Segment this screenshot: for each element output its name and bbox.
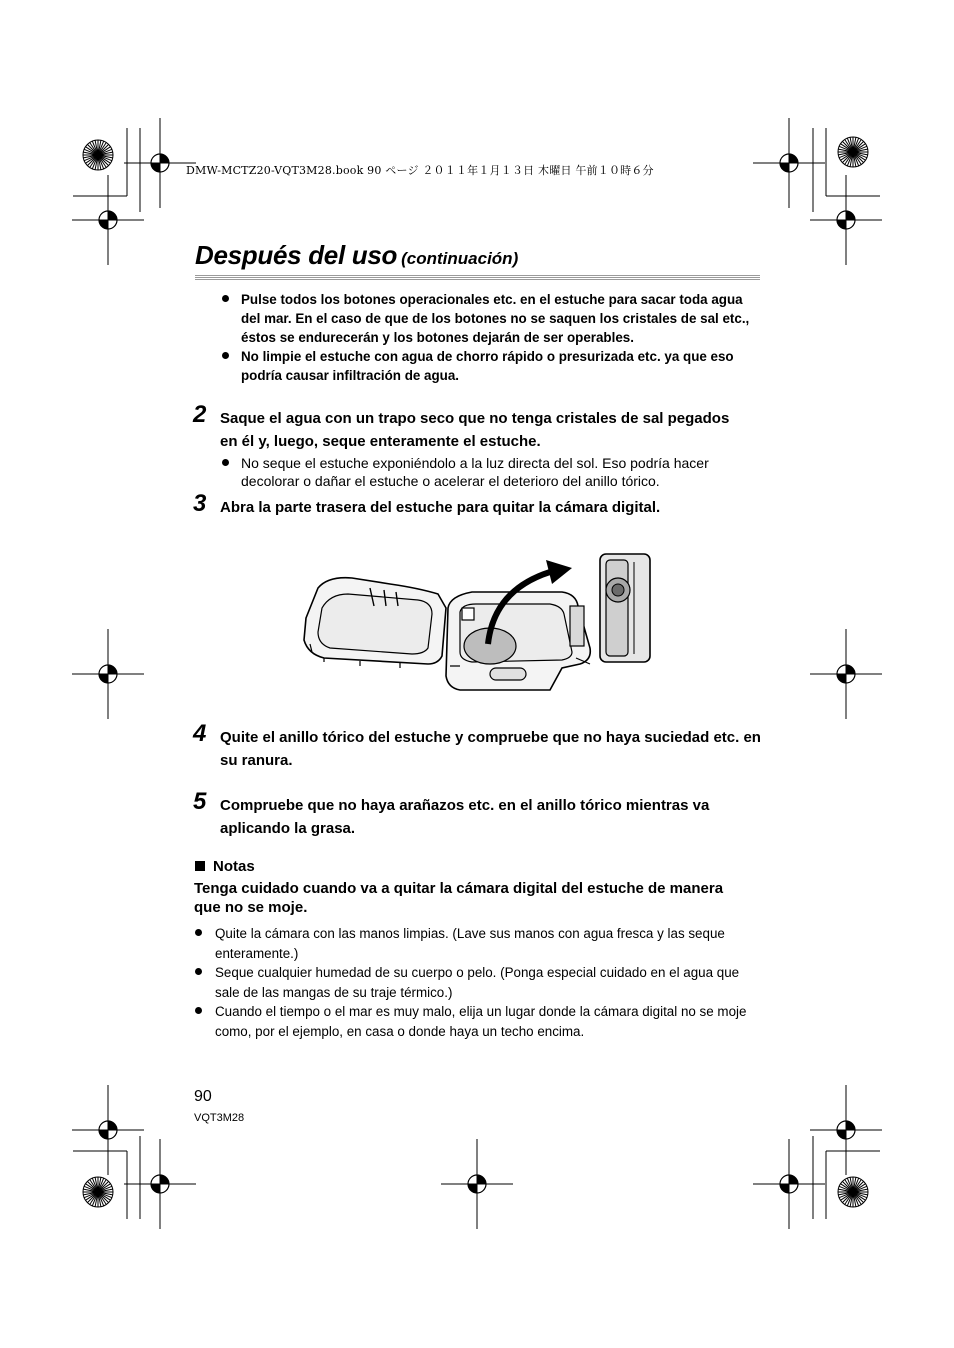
square-bullet-icon [195,861,205,871]
step-text: Saque el agua con un trapo seco que no tenga cristales de sal pegados en él y, luego, seque enteramente el estuche. [220,410,730,450]
intro-bullet-text: Pulse todos los botones operacionales etc. en el estuche para sacar toda agua del mar. En el caso de que de los botones no se saquen los cristales de sal etc., éstos se endurecerán y los botones dejarán de ser operables. [241,292,750,345]
case-opening-illustration [300,548,660,696]
book-file-header: DMW-MCTZ20-VQT3M28.book 90 ページ ２０１１年１月１３日 木曜日 午前１０時６分 [186,164,654,177]
step-number: 2 [193,401,207,428]
step-number: 3 [193,490,207,517]
case-body [446,592,590,690]
note-bullet [195,924,765,963]
notes-heading-text: Notas [213,858,255,875]
intro-bullet-text: No limpie el estuche con agua de chorro rápido o presurizada etc. ya que eso podría causar infiltración de agua. [241,349,734,383]
step-text: Quite el anillo tórico del estuche y compruebe que no haya suciedad etc. en su ranura. [220,729,761,769]
note-bullet-text: Cuando el tiempo o el mar es muy malo, elija un lugar donde la cámara digital no se moje como, por el ejemplo, en casa o donde haya un techo encima. [215,1004,747,1039]
title-sub: (continuación) [401,249,519,268]
digital-camera [600,554,650,662]
notes-subheading: Tenga cuidado cuando va a quitar la cámara digital del estuche de manera que no se moje. [194,880,724,916]
bullet-dot-icon [222,295,229,302]
title-underline [195,275,760,281]
intro-bullet [222,347,762,385]
bullet-dot-icon [195,929,202,936]
step-number: 4 [193,720,207,747]
note-bullet-text: Seque cualquier humedad de su cuerpo o pelo. (Ponga especial cuidado en el agua que sale de las mangas de su traje térmico.) [215,965,740,1000]
step-text: Compruebe que no haya arañazos etc. en el anillo tórico mientras va aplicando la grasa. [220,797,710,837]
intro-bullet [222,290,762,347]
step-text: Abra la parte trasera del estuche para quitar la cámara digital. [220,499,661,516]
bullet-dot-icon [222,352,229,359]
page-number: 90 [194,1088,212,1105]
document-code: VQT3M28 [194,1112,245,1124]
bullet-dot-icon [195,1007,202,1014]
step-number: 5 [193,788,207,815]
note-bullet [195,963,765,1002]
bullet-dot-icon [222,459,229,466]
page-title [195,240,518,271]
note-bullet-text: Quite la cámara con las manos limpias. (Lave sus manos con agua fresca y las seque enteramente.) [215,926,725,961]
title-main: Después del uso [195,240,398,270]
notes-heading [195,858,255,875]
bullet-dot-icon [195,968,202,975]
step-bullet [222,454,752,490]
case-back-door [304,578,446,668]
note-bullet [195,1002,765,1041]
step-bullet-text: No seque el estuche exponiéndolo a la luz directa del sol. Eso podría hacer decolorar o dañar el estuche o acelerar el deterioro del anillo tórico. [241,455,709,489]
